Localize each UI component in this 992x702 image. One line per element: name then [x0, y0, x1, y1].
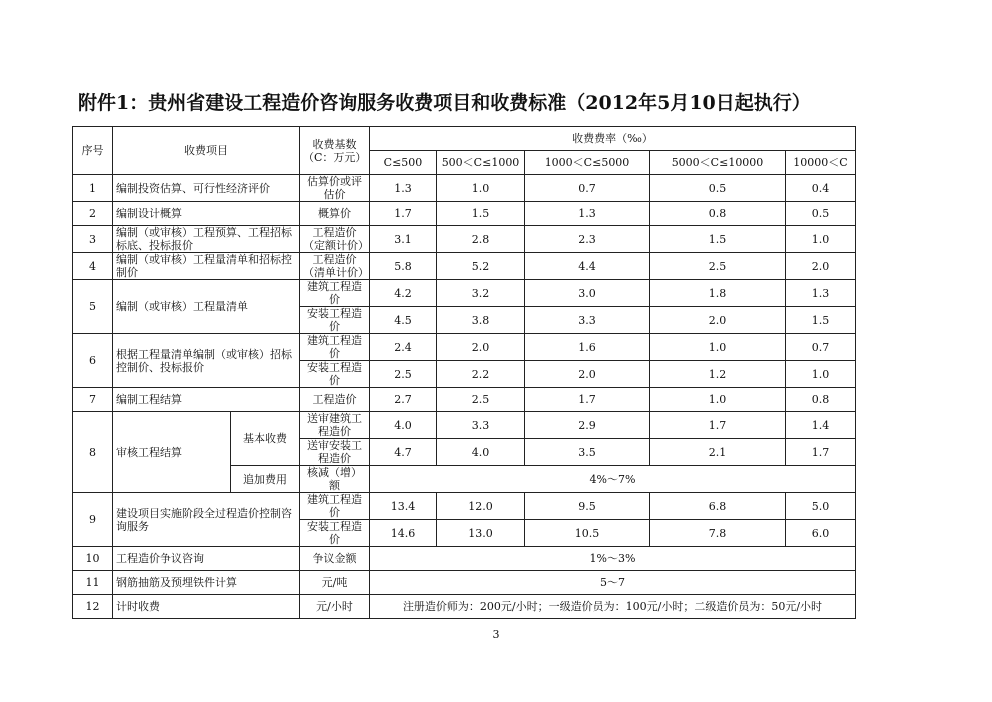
rate-value: 1.7	[786, 439, 856, 466]
rate-value: 2.8	[437, 226, 525, 253]
table-row	[73, 571, 856, 595]
rate-value: 6.8	[650, 493, 786, 520]
row-seq: 12	[73, 595, 113, 619]
rate-value: 2.0	[650, 307, 786, 334]
rate-value: 2.2	[437, 361, 525, 388]
table-row	[73, 226, 856, 253]
row-base: 安装工程造价	[300, 520, 370, 547]
row-base: 建筑工程造价	[300, 493, 370, 520]
rate-range: 5～7	[370, 571, 856, 595]
row-seq: 1	[73, 175, 113, 202]
rate-value: 1.0	[650, 334, 786, 361]
table-row	[73, 127, 856, 151]
rate-value: 4.0	[370, 412, 437, 439]
rate-value: 2.5	[437, 388, 525, 412]
row-seq: 4	[73, 253, 113, 280]
row-item: 根据工程量清单编制（或审核）招标控制价、投标报价	[113, 334, 300, 388]
row-seq: 5	[73, 280, 113, 334]
rate-value: 0.7	[786, 334, 856, 361]
row-base: 工程造价（清单计价）	[300, 253, 370, 280]
rate-value: 2.5	[650, 253, 786, 280]
row-seq: 3	[73, 226, 113, 253]
rate-value: 2.3	[525, 226, 650, 253]
rate-value: 7.8	[650, 520, 786, 547]
row-base: 工程造价（定额计价）	[300, 226, 370, 253]
rate-value: 0.4	[786, 175, 856, 202]
row-item: 编制设计概算	[113, 202, 300, 226]
row-base: 估算价或评估价	[300, 175, 370, 202]
header-item: 收费项目	[113, 127, 300, 175]
row-base: 争议金额	[300, 547, 370, 571]
table-row	[73, 547, 856, 571]
rate-value: 2.7	[370, 388, 437, 412]
row-seq: 7	[73, 388, 113, 412]
rate-value: 0.5	[786, 202, 856, 226]
rate-value: 4.2	[370, 280, 437, 307]
rate-value: 1.4	[786, 412, 856, 439]
rate-value: 0.8	[650, 202, 786, 226]
rate-value: 1.0	[650, 388, 786, 412]
rate-range: 注册造价师为：200元/小时；一级造价员为：100元/小时；二级造价员为：50元/小时	[370, 595, 856, 619]
rate-value: 2.0	[525, 361, 650, 388]
fee-table	[72, 126, 856, 619]
row-subitem: 追加费用	[231, 466, 300, 493]
rate-value: 4.4	[525, 253, 650, 280]
rate-value: 3.5	[525, 439, 650, 466]
row-base: 元/小时	[300, 595, 370, 619]
row-base: 建筑工程造价	[300, 334, 370, 361]
rate-value: 1.7	[525, 388, 650, 412]
rate-value: 5.2	[437, 253, 525, 280]
rate-value: 2.4	[370, 334, 437, 361]
header-range: C≤500	[370, 151, 437, 175]
page-title: 附件1：贵州省建设工程造价咨询服务收费项目和收费标准（2012年5月10日起执行）	[78, 92, 811, 114]
row-item: 审核工程结算	[113, 412, 231, 493]
rate-value: 12.0	[437, 493, 525, 520]
header-range: 10000＜C	[786, 151, 856, 175]
rate-value: 14.6	[370, 520, 437, 547]
rate-value: 0.7	[525, 175, 650, 202]
row-subitem: 基本收费	[231, 412, 300, 466]
row-item: 编制（或审核）工程量清单和招标控制价	[113, 253, 300, 280]
row-base: 核减（增）额	[300, 466, 370, 493]
row-base: 安装工程造价	[300, 361, 370, 388]
rate-value: 2.9	[525, 412, 650, 439]
rate-value: 1.7	[370, 202, 437, 226]
rate-value: 1.5	[650, 226, 786, 253]
rate-value: 1.5	[786, 307, 856, 334]
row-base: 送审安装工程造价	[300, 439, 370, 466]
row-base: 工程造价	[300, 388, 370, 412]
header-base: 收费基数（C：万元）	[300, 127, 370, 175]
rate-value: 4.7	[370, 439, 437, 466]
table-row	[73, 334, 856, 361]
header-seq: 序号	[73, 127, 113, 175]
row-item: 钢筋抽筋及预埋铁件计算	[113, 571, 300, 595]
row-seq: 6	[73, 334, 113, 388]
rate-value: 1.3	[525, 202, 650, 226]
rate-value: 1.5	[437, 202, 525, 226]
rate-value: 4.0	[437, 439, 525, 466]
rate-value: 2.1	[650, 439, 786, 466]
table-row	[73, 493, 856, 520]
rate-value: 3.3	[437, 412, 525, 439]
table-row	[73, 202, 856, 226]
row-base: 概算价	[300, 202, 370, 226]
rate-value: 2.5	[370, 361, 437, 388]
row-item: 工程造价争议咨询	[113, 547, 300, 571]
header-range: 5000＜C≤10000	[650, 151, 786, 175]
rate-value: 13.4	[370, 493, 437, 520]
row-item: 编制（或审核）工程预算、工程招标标底、投标报价	[113, 226, 300, 253]
table-row	[73, 253, 856, 280]
row-seq: 2	[73, 202, 113, 226]
rate-value: 1.2	[650, 361, 786, 388]
table-row	[73, 175, 856, 202]
table-row	[73, 388, 856, 412]
table-row	[73, 595, 856, 619]
rate-value: 3.1	[370, 226, 437, 253]
rate-value: 2.0	[437, 334, 525, 361]
header-range: 1000＜C≤5000	[525, 151, 650, 175]
row-seq: 8	[73, 412, 113, 493]
rate-value: 5.8	[370, 253, 437, 280]
row-seq: 9	[73, 493, 113, 547]
rate-value: 1.0	[786, 226, 856, 253]
rate-value: 1.6	[525, 334, 650, 361]
rate-value: 1.7	[650, 412, 786, 439]
row-base: 元/吨	[300, 571, 370, 595]
row-seq: 10	[73, 547, 113, 571]
rate-value: 9.5	[525, 493, 650, 520]
rate-range: 1%～3%	[370, 547, 856, 571]
table-row	[73, 280, 856, 307]
rate-value: 1.8	[650, 280, 786, 307]
rate-value: 0.5	[650, 175, 786, 202]
rate-value: 3.8	[437, 307, 525, 334]
rate-value: 1.0	[437, 175, 525, 202]
rate-value: 5.0	[786, 493, 856, 520]
rate-value: 2.0	[786, 253, 856, 280]
rate-value: 0.8	[786, 388, 856, 412]
page-number: 3	[492, 628, 500, 641]
row-item: 编制投资估算、可行性经济评价	[113, 175, 300, 202]
row-seq: 11	[73, 571, 113, 595]
row-item: 计时收费	[113, 595, 300, 619]
row-base: 建筑工程造价	[300, 280, 370, 307]
rate-value: 3.3	[525, 307, 650, 334]
row-base: 安装工程造价	[300, 307, 370, 334]
rate-value: 1.3	[786, 280, 856, 307]
row-item: 编制工程结算	[113, 388, 300, 412]
row-item: 建设项目实施阶段全过程造价控制咨询服务	[113, 493, 300, 547]
row-base: 送审建筑工程造价	[300, 412, 370, 439]
rate-range: 4%～7%	[370, 466, 856, 493]
rate-value: 4.5	[370, 307, 437, 334]
rate-value: 1.3	[370, 175, 437, 202]
rate-value: 3.0	[525, 280, 650, 307]
row-item: 编制（或审核）工程量清单	[113, 280, 300, 334]
rate-value: 13.0	[437, 520, 525, 547]
rate-value: 10.5	[525, 520, 650, 547]
header-range: 500＜C≤1000	[437, 151, 525, 175]
header-rate: 收费费率（‰）	[370, 127, 856, 151]
table-row	[73, 412, 856, 439]
rate-value: 6.0	[786, 520, 856, 547]
rate-value: 3.2	[437, 280, 525, 307]
rate-value: 1.0	[786, 361, 856, 388]
